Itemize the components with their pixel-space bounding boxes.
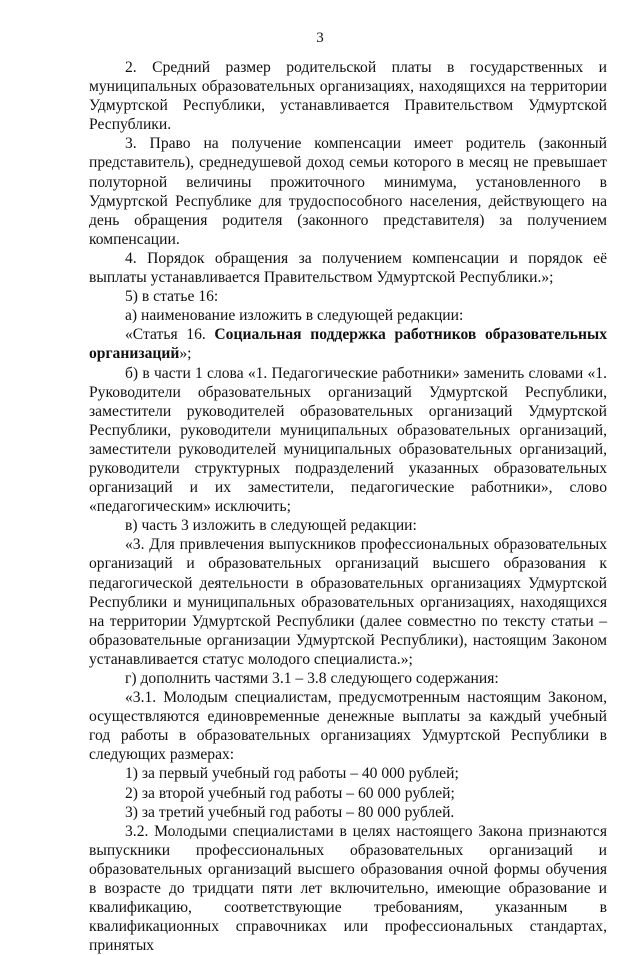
paragraph-article-16-title [89, 325, 607, 363]
list-item-first-year: 1) за первый учебный год работы – 40 000 рублей; [125, 765, 459, 783]
paragraph-young-specialist-status: «3. Для привлечения выпускников профессиональных образовательных организаций и образовательных организаций высшего образования к педагогической деятельности в образовательных организациях Удмуртской Республики и муниципальных образовательных организациях, находящихся на территории Удмуртской Республики (далее совместно по тексту статьи – образовательные организации Удмуртской Республики), настоящим Законом устанавливается статус молодого специалиста.»; [89, 536, 607, 668]
paragraph-part-1-amendment: б) в части 1 слова «1. Педагогические работники» заменить словами «1. Руководители образовательных организаций Удмуртской Республики, заместители руководителей образовательных организаций Удмуртской Республики, руководители муниципальных образовательных организаций, заместители руководителей муниципальных образовательных организаций, руководители структурных подразделений указанных образовательных организаций и их заместители, педагогические работники», слово «педагогическим» исключить; [89, 364, 607, 516]
paragraph-3-1-payments: «3.1. Молодым специалистам, предусмотренным настоящим Законом, осуществляются единовременные денежные выплаты за каждый учебный год работы в образовательных организациях Удмуртской Республики в следующих размерах: [89, 689, 607, 764]
article-16-heading: Социальная поддержка работников образовательных организаций [89, 326, 607, 363]
paragraph-article-16-intro: 5) в статье 16: [125, 288, 219, 306]
paragraph-title-amendment: а) наименование изложить в следующей редакции: [125, 307, 464, 325]
list-item-third-year: 3) за третий учебный год работы – 80 000 рублей. [125, 803, 455, 821]
list-item-second-year: 2) за второй учебный год работы – 60 000 рублей; [125, 784, 455, 802]
document-body [89, 58, 607, 955]
paragraph-parts-3-1-3-8-intro: г) дополнить частями 3.1 – 3.8 следующего содержания: [125, 670, 499, 687]
article-16-label: «Статья 16. [125, 326, 215, 344]
paragraph-3-2-definition: 3.2. Молодыми специалистами в целях настоящего Закона признаются выпускники профессиональных образовательных организаций и образовательных организаций высшего образования очной формы обучения в возрасте до тридцати пяти лет включительно, имеющие образование и квалификацию, соответствующие требованиям, указанным в квалификационных справочниках или профессиональных стандартах, принятых [89, 822, 607, 955]
paragraph-average-fee: 2. Средний размер родительской платы в государственных и муниципальных образовательных организациях, находящихся на территории Удмуртской Республики, устанавливается Правительством Удмуртской Республики. [89, 59, 607, 134]
paragraph-part-3-intro: в) часть 3 изложить в следующей редакции: [125, 517, 417, 535]
article-16-closing: »; [179, 345, 192, 363]
paragraph-compensation-procedure: 4. Порядок обращения за получением компенсации и порядок её выплаты устанавливается Правительством Удмуртской Республики.»; [89, 249, 607, 287]
paragraph-compensation-right: 3. Право на получение компенсации имеет родитель (законный представитель), среднедушевой доход семьи которого в месяц не превышает полуторной величины прожиточного минимума, установленного в Удмуртской Республике для трудоспособного населения, действующего на день обращения родителя (законного представителя) за получением компенсации. [89, 135, 607, 248]
page-number: 3 [316, 30, 324, 46]
